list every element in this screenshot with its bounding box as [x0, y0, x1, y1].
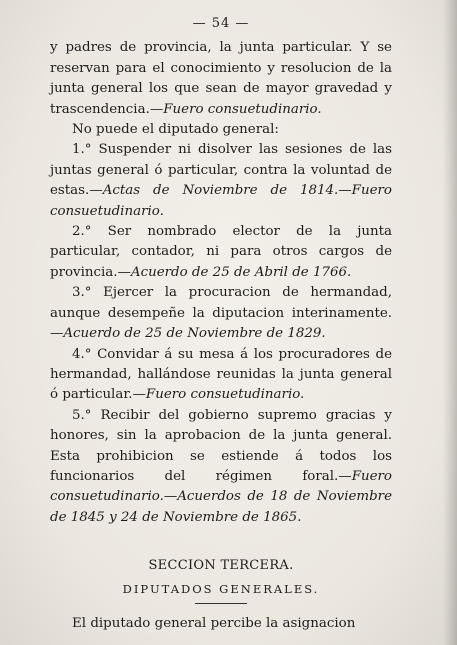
- closing-paragraph: El diputado general percibe la asignacion: [72, 615, 356, 631]
- citation-text: Acuerdo de 25 de Noviembre de 1829.: [63, 326, 326, 342]
- body-text: y padres de provincia, la junta particular. Y se reservan para el conocimiento y resolucion de la junta general los que sean de mayor gravedad y trascendencia.—: [50, 40, 392, 117]
- section-rule: [195, 603, 247, 604]
- citation-text: Fuero consuetudinario.—Acuerdos de 18 de Noviembre de 1845 y 24 de Noviembre de 1865.: [50, 468, 392, 525]
- page-content: [50, 14, 392, 634]
- paragraph: [50, 283, 392, 344]
- paragraph: [50, 38, 392, 120]
- section-title: SECCION TERCERA.: [148, 558, 294, 574]
- body-text: 2.° Ser nombrado elector de la junta particular, contador, ni para otros cargos de provincia.—: [50, 224, 392, 280]
- page-number: — 54 —: [192, 16, 250, 31]
- paragraph: [50, 140, 392, 222]
- body-text: 4.° Convidar á su mesa á los procuradores de hermandad, hallándose reunidas la junta general ó particular.—: [50, 346, 392, 403]
- body-text: No puede el diputado general:: [72, 122, 279, 138]
- paragraphs: [50, 38, 392, 528]
- paragraph: [50, 345, 392, 406]
- section-subtitle: DIPUTADOS GENERALES.: [122, 581, 320, 596]
- body-text: 5.° Recibir del gobierno supremo gracias y honores, sin la aprobacion de la junta general. Esta prohibicion se estiende á todos los funcionarios del régimen foral.—: [50, 407, 392, 484]
- citation-text: Actas de Noviembre de 1814.—Fuero consuetudinario.: [50, 183, 392, 219]
- citation-text: Fuero consuetudinario.: [163, 101, 322, 117]
- citation-text: Fuero consuetudinario.: [145, 387, 305, 403]
- paragraph: [50, 222, 392, 283]
- paragraph: [50, 406, 392, 528]
- citation-text: Acuerdo de 25 de Abril de 1766.: [130, 264, 352, 280]
- paragraph: [50, 120, 392, 140]
- body-text: 3.° Ejercer la procuracion de hermandad, aunque desempeñe la diputacion interinamente.—: [50, 285, 392, 342]
- spine-shadow: [443, 0, 457, 645]
- body-text: 1.° Suspender ni disolver las sesiones de las juntas general ó particular, contra la voluntad de estas.—: [50, 142, 392, 199]
